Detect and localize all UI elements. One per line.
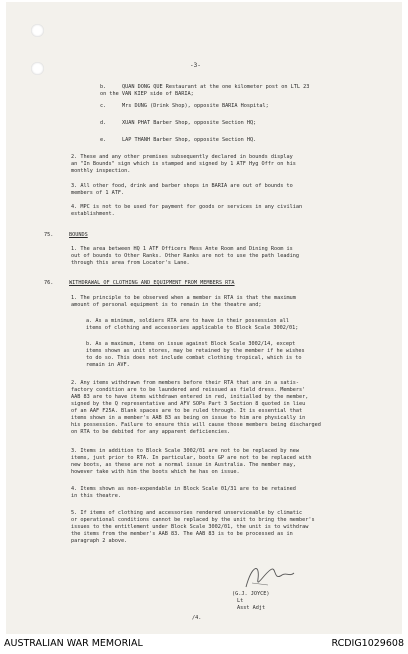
next-page-marker: /4. bbox=[192, 615, 202, 621]
paper-sheet bbox=[6, 2, 402, 634]
paragraph-line: members of 1 ATF. bbox=[71, 190, 125, 196]
signatory-rank: Lt bbox=[237, 598, 244, 604]
item-letter: e. bbox=[100, 137, 107, 143]
paragraph-line: in this theatre. bbox=[71, 493, 121, 499]
paragraph-line: amount of personal equipment is to remain in the theatre and; bbox=[71, 302, 262, 308]
item-letter: c. bbox=[100, 103, 107, 109]
item-letter: b. bbox=[100, 84, 107, 90]
paragraph-line: through this area from Locator's Lane. bbox=[71, 260, 190, 266]
paragraph-line: out of bounds to Other Ranks. Other Ranks are not to use the path leading bbox=[71, 253, 299, 259]
section-heading: WITHDRAWAL OF CLOTHING AND EQUIPMENT FROM MEMBERS RTA bbox=[69, 280, 235, 286]
paragraph-line: factory condition are to be laundered and reissued as field dress. Members' bbox=[71, 387, 306, 393]
paragraph-line: signed by the Q representative and AFV SOPs Part 3 Section 8 quoted in lieu bbox=[71, 401, 306, 407]
paragraph-line: b. As a maximum, items on issue against Block Scale 3002/14, except bbox=[86, 341, 296, 347]
section-number: 76. bbox=[44, 280, 54, 286]
paragraph-line: remain in AVF. bbox=[86, 362, 130, 368]
paragraph-line: paragraph 2 above. bbox=[71, 538, 128, 544]
paragraph-line: monthly inspection. bbox=[71, 168, 131, 174]
paragraph-line: on RTA to be debited for any apparent deficiencies. bbox=[71, 429, 231, 435]
paragraph-line: 1. The area between HQ 1 ATF Officers Mess Ante Room and Dining Room is bbox=[71, 246, 293, 252]
paragraph-line: however take with him the boots which he has on issue. bbox=[71, 469, 240, 475]
archive-footer bbox=[0, 636, 408, 654]
paragraph-line: or operational conditions cannot be replaced by the unit to bring the member's bbox=[71, 517, 315, 523]
section-heading: BOUNDS bbox=[69, 232, 88, 238]
paragraph-line: to do so. This does not include combat clothing tropical, which is to bbox=[86, 355, 302, 361]
paragraph-line: items, just prior to RTA. In particular, boots GP are not to be replaced with bbox=[71, 455, 312, 461]
paragraph-line: items shown in a member's AAB 83 as being on issue to him are physically in bbox=[71, 415, 306, 421]
paragraph-line: 5. If items of clothing and accessories rendered unserviceable by climatic bbox=[71, 510, 303, 516]
paragraph-line: of an AAF F25A. Blank spaces are to be ruled through. It is essential that bbox=[71, 408, 303, 414]
paragraph-line: issues to the entitlement under Block Scale 3002/01, the unit is to withdraw bbox=[71, 524, 309, 530]
item-letter: d. bbox=[100, 120, 107, 126]
archive-name: AUSTRALIAN WAR MEMORIAL bbox=[4, 638, 143, 649]
signatory-role: Asst Adjt bbox=[237, 605, 266, 611]
signatory-name: (G.J. JOYCE) bbox=[232, 591, 270, 597]
paragraph-line: establishment. bbox=[71, 211, 115, 217]
paragraph-line: an "In Bounds" sign which is stamped and signed by 1 ATF Hyg Offr on his bbox=[71, 161, 296, 167]
paragraph-line: 2. These and any other premises subsequently declared in bounds display bbox=[71, 154, 293, 160]
item-text: QUAN DONG QUE Restaurant at the one kilometer post on LTL 23 bbox=[122, 84, 310, 90]
paragraph-line: the items from the member's AAB 83. The AAB 83 is to be processed as in bbox=[71, 531, 293, 537]
paragraph-line: 3. Items in addition to Block Scale 3002/01 are not to be replaced by new bbox=[71, 448, 299, 454]
item-text: Mrs DUNG (Drink Shop), opposite BARIA Hospital; bbox=[122, 103, 269, 109]
paragraph-line: his possession. Failure to ensure this will cause those members being discharged bbox=[71, 422, 321, 428]
paragraph-line: 4. Items shown as non-expendable in Block Scale 01/31 are to be retained bbox=[71, 486, 296, 492]
paragraph-line: 3. All other food, drink and barber shops in BARIA are out of bounds to bbox=[71, 183, 293, 189]
item-text: LAP THANH Barber Shop, opposite Section HQ. bbox=[122, 137, 257, 143]
archive-id: RCDIG1029608 bbox=[331, 638, 404, 649]
punch-hole bbox=[31, 24, 44, 37]
paragraph-line: AAB 83 are to have items withdrawn entered in red, initialled by the member, bbox=[71, 394, 309, 400]
punch-hole bbox=[31, 62, 44, 75]
paragraph-line: 2. Any items withdrawn from members before their RTA that are in a satis- bbox=[71, 380, 299, 386]
handwritten-signature bbox=[238, 559, 298, 595]
paragraph-line: items shown as unit stores, may be retained by the member if he wishes bbox=[86, 348, 305, 354]
item-text: on the VAN KIEP side of BARIA; bbox=[100, 91, 194, 97]
paragraph-line: 4. MPC is not to be used for payment for goods or services in any civilian bbox=[71, 204, 303, 210]
paragraph-line: 1. The principle to be observed when a member is RTA is that the maximum bbox=[71, 295, 296, 301]
paragraph-line: items of clothing and accessories applicable to Block Scale 3002/01; bbox=[86, 325, 299, 331]
page-number: -3- bbox=[190, 62, 201, 69]
section-number: 75. bbox=[44, 232, 54, 238]
paragraph-line: new boots, as these are not a normal issue in Australia. The member may, bbox=[71, 462, 296, 468]
paragraph-line: a. As a minimum, soldiers RTA are to have in their possession all bbox=[86, 318, 290, 324]
item-text: XUAN PHAT Barber Shop, opposite Section HQ; bbox=[122, 120, 257, 126]
